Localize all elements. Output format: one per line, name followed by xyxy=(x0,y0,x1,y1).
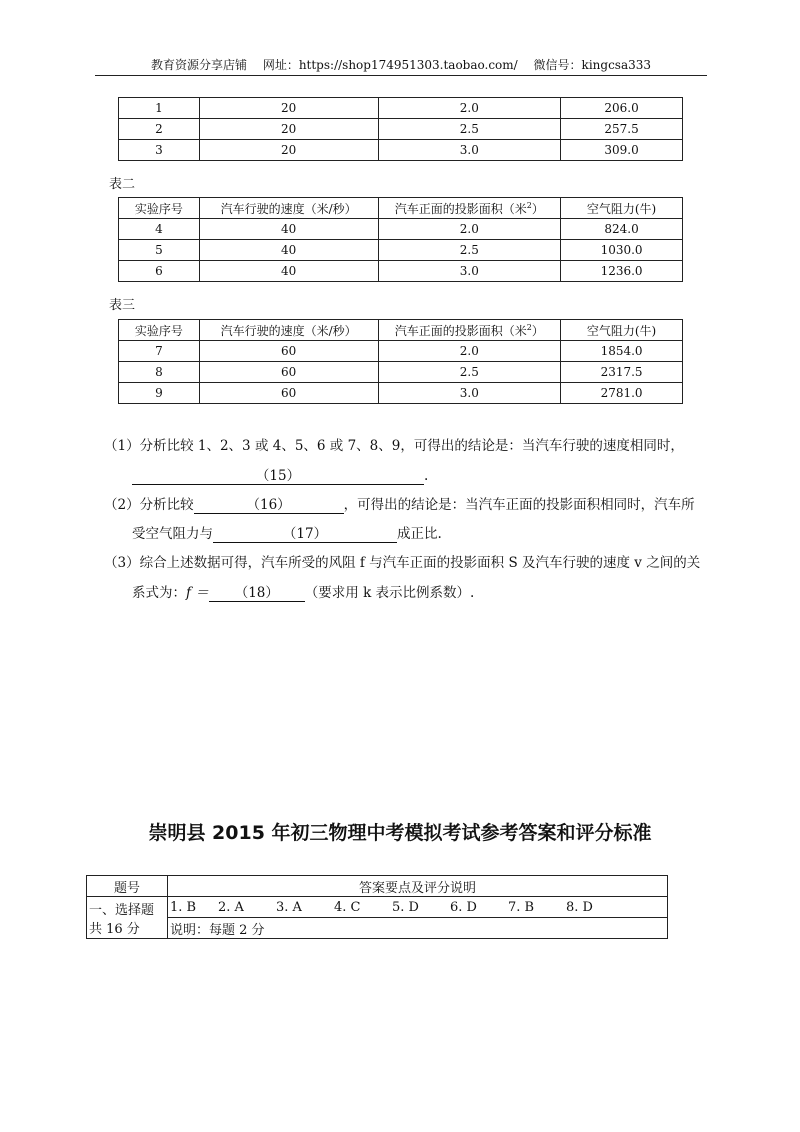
table-cell: 2317.5 xyxy=(561,362,683,383)
table-row xyxy=(119,140,683,161)
table-cell: 60 xyxy=(199,383,378,404)
column-header: 答案要点及评分说明 xyxy=(168,876,668,897)
wechat-id: 微信号：kingcsa333 xyxy=(533,58,652,72)
table-cell: 40 xyxy=(199,219,378,240)
page-header xyxy=(95,57,707,76)
answer-option: 6. D xyxy=(450,899,477,915)
answer-blank-16[interactable]: （16） xyxy=(194,495,344,514)
table-cell: 1 xyxy=(119,98,200,119)
table-cell: 1854.0 xyxy=(561,341,683,362)
question-3-end: （要求用 k 表示比例系数）. xyxy=(304,585,475,601)
column-header xyxy=(378,198,561,219)
table-row xyxy=(119,341,683,362)
header-text: 汽车正面的投影面积（米 xyxy=(394,323,527,338)
answer-option: 3. A xyxy=(276,899,302,915)
question-3-text-b: 系式为： xyxy=(132,585,186,601)
column-header xyxy=(378,320,561,341)
question-2-text-c: 受空气阻力与 xyxy=(132,526,213,542)
table-3 xyxy=(118,319,683,404)
column-header: 汽车行驶的速度（米/秒） xyxy=(199,320,378,341)
store-name: 教育资源分享店铺 xyxy=(150,58,247,72)
table-cell: 5 xyxy=(119,240,200,261)
table-cell: 3 xyxy=(119,140,200,161)
answer-option: 8. D xyxy=(566,899,593,915)
answer-option: 1. B xyxy=(170,899,197,915)
answer-table xyxy=(86,875,668,939)
question-3-text: （3）综合上述数据可得，汽车所受的风阻 f 与汽车正面的投影面积 S 及汽车行驶的速度 v 之间的关 xyxy=(104,555,701,571)
close-paren: ） xyxy=(531,201,544,216)
formula-f: f ＝ xyxy=(186,585,209,601)
table-row xyxy=(119,362,683,383)
answer-blank-17[interactable]: （17） xyxy=(213,524,397,543)
question-2-middle: ，可得出的结论是：当汽车正面的投影面积相同时，汽车所 xyxy=(343,497,695,513)
question-1-answer-line xyxy=(132,466,428,486)
column-header: 汽车行驶的速度（米/秒） xyxy=(199,198,378,219)
answer-option: 7. B xyxy=(508,899,535,915)
table-cell: 20 xyxy=(199,98,378,119)
table-cell: 40 xyxy=(199,261,378,282)
table-cell: 2.5 xyxy=(378,240,561,261)
table-cell: 60 xyxy=(199,362,378,383)
answer-option: 2. A xyxy=(218,899,244,915)
table-cell: 3.0 xyxy=(378,261,561,282)
options-cell xyxy=(168,897,668,918)
close-paren: ） xyxy=(531,323,544,338)
table-cell: 8 xyxy=(119,362,200,383)
question-2-continued xyxy=(132,524,442,544)
table-cell: 2781.0 xyxy=(561,383,683,404)
table-cell: 9 xyxy=(119,383,200,404)
table-cell: 40 xyxy=(199,240,378,261)
question-1 xyxy=(104,436,684,456)
table-row xyxy=(119,240,683,261)
answer-option: 4. C xyxy=(334,899,361,915)
table-row xyxy=(87,897,668,918)
section-cell xyxy=(87,897,168,939)
answer-blank-15[interactable]: （15） xyxy=(132,466,424,485)
section-score: 共 16 分 xyxy=(89,921,140,937)
answer-key-title: 崇明县 2015 年初三物理中考模拟考试参考答案和评分标准 xyxy=(148,822,652,844)
table-cell: 824.0 xyxy=(561,219,683,240)
question-1-text: （1）分析比较 1、2、3 或 4、5、6 或 7、8、9，可得出的结论是：当汽车行驶的速度相同时， xyxy=(104,438,684,454)
table-cell: 3.0 xyxy=(378,140,561,161)
table-3-label: 表三 xyxy=(109,298,136,313)
table-cell: 20 xyxy=(199,140,378,161)
table-cell: 2.5 xyxy=(378,119,561,140)
table-row xyxy=(87,918,668,939)
table-header-row xyxy=(119,198,683,219)
table-cell: 206.0 xyxy=(561,98,683,119)
question-2 xyxy=(104,495,695,515)
table-2-label: 表二 xyxy=(109,177,136,192)
table-cell: 60 xyxy=(199,341,378,362)
store-url[interactable]: 网址：https://shop174951303.taobao.com/ xyxy=(262,58,518,72)
table-cell: 2.5 xyxy=(378,362,561,383)
question-1-end: . xyxy=(424,468,429,484)
table-row xyxy=(119,383,683,404)
table-cell: 20 xyxy=(199,119,378,140)
table-1 xyxy=(118,97,683,161)
table-row xyxy=(119,261,683,282)
superscript: 2 xyxy=(526,322,532,332)
answer-blank-18[interactable]: （18） xyxy=(209,583,305,602)
column-header: 题号 xyxy=(87,876,168,897)
question-3 xyxy=(104,553,700,573)
table-cell: 2 xyxy=(119,119,200,140)
table-cell: 3.0 xyxy=(378,383,561,404)
table-header-row xyxy=(87,876,668,897)
table-cell: 2.0 xyxy=(378,219,561,240)
table-cell: 2.0 xyxy=(378,98,561,119)
column-header: 空气阻力(牛) xyxy=(561,320,683,341)
table-cell: 6 xyxy=(119,261,200,282)
table-cell: 1236.0 xyxy=(561,261,683,282)
column-header: 实验序号 xyxy=(119,320,200,341)
question-2-end: 成正比. xyxy=(397,526,442,542)
table-cell: 1030.0 xyxy=(561,240,683,261)
header-text: 汽车正面的投影面积（米 xyxy=(394,201,527,216)
superscript: 2 xyxy=(526,200,532,210)
table-2 xyxy=(118,197,683,282)
question-3-continued xyxy=(132,583,474,603)
table-cell: 2.0 xyxy=(378,341,561,362)
question-2-prefix: （2）分析比较 xyxy=(104,497,194,513)
column-header: 空气阻力(牛) xyxy=(561,198,683,219)
table-row xyxy=(119,119,683,140)
table-header-row xyxy=(119,320,683,341)
table-cell: 4 xyxy=(119,219,200,240)
section-title: 一、选择题 xyxy=(89,902,155,918)
table-row xyxy=(119,98,683,119)
table-cell: 257.5 xyxy=(561,119,683,140)
table-cell: 7 xyxy=(119,341,200,362)
answer-option: 5. D xyxy=(392,899,419,915)
table-row xyxy=(119,219,683,240)
note-cell: 说明：每题 2 分 xyxy=(168,918,668,939)
column-header: 实验序号 xyxy=(119,198,200,219)
table-cell: 309.0 xyxy=(561,140,683,161)
